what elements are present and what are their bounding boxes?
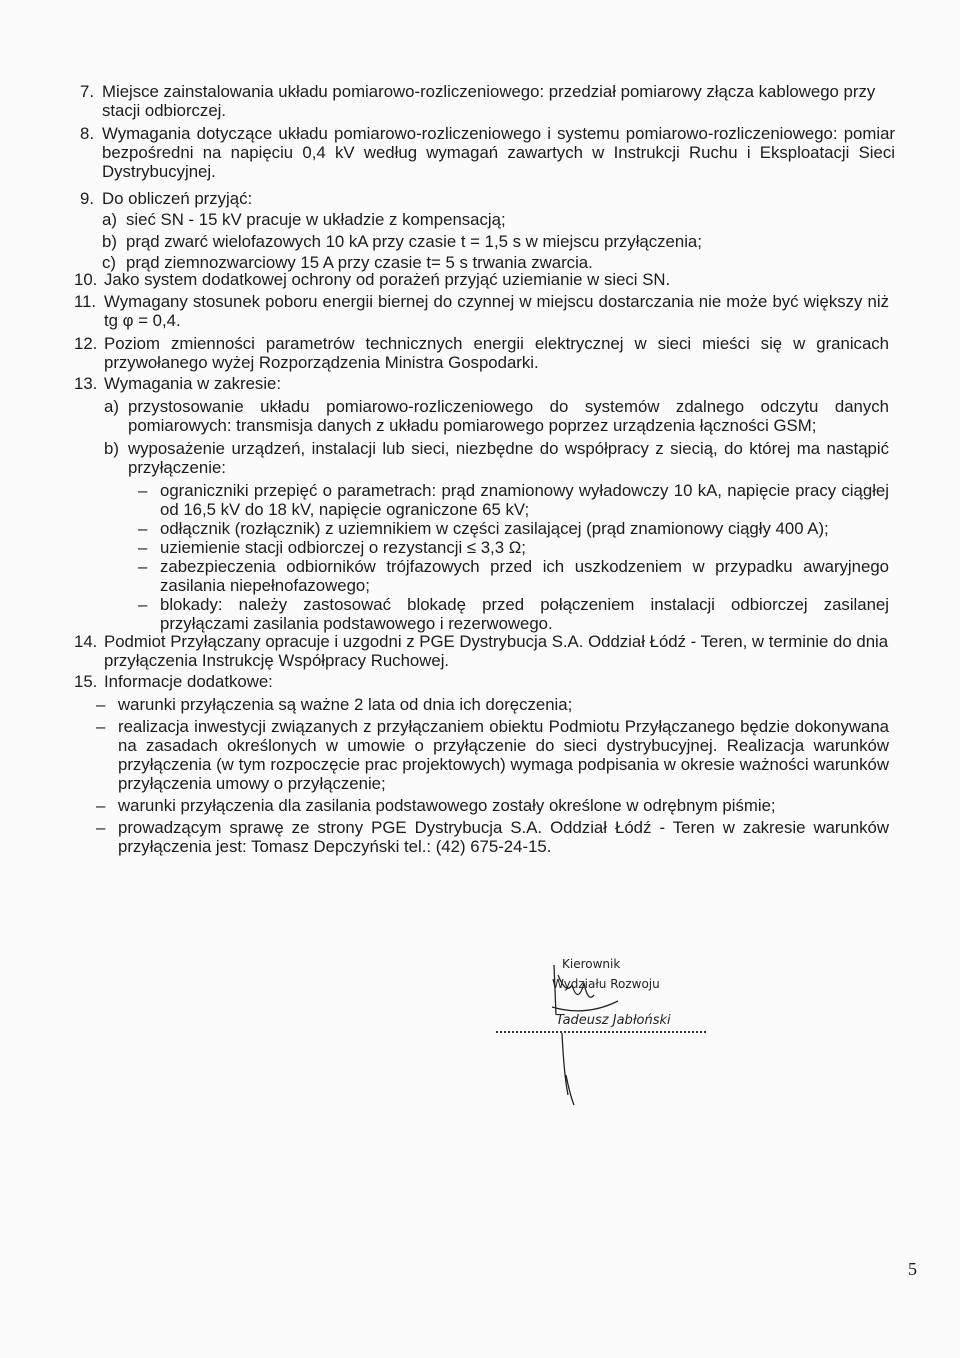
dash-text: warunki przyłączenia są ważne 2 lata od dnia ich doręczenia; [118, 695, 573, 714]
item-text: Miejsce zainstalowania układu pomiarowo-rozliczeniowego: przedział pomiarowy złącza kablowego przy stacji odbiorczej. [102, 82, 876, 120]
item-number: 15. [74, 672, 98, 691]
dash-item: – warunki przyłączenia są ważne 2 lata od dnia ich doręczenia; [96, 695, 573, 714]
sub-item-a [104, 397, 889, 435]
dash-text: blokady: należy zastosować blokadę przed połączeniem instalacji odbiorczej zasilanej przyłączami zasilania podstawowego i rezerwowego. [160, 595, 889, 633]
sub-label: c) [102, 253, 116, 272]
signature-stamp [496, 955, 716, 1105]
sub-label: a) [104, 397, 119, 416]
stamp-name: Tadeusz Jabłoński [556, 1013, 671, 1028]
dash-item: – blokady: należy zastosować blokadę przed połączeniem instalacji odbiorczej zasilanej przyłączami zasilania podstawowego i rezerwowego. [138, 595, 889, 633]
dash-item: – zabezpieczenia odbiorników trójfazowych przed ich uszkodzeniem w przypadku awaryjnego zasilania niepełnofazowego; [138, 557, 889, 595]
item-15 [74, 672, 889, 856]
item-13 [74, 374, 889, 633]
stamp-title: Kierownik [562, 957, 621, 971]
item-number: 8. [80, 124, 94, 143]
dash-text: realizacja inwestycji związanych z przyłączaniem obiektu Podmiotu Przyłączanego będzie dokonywana na zasadach określonych w umowie o przyłączenie do sieci dystrybucyjnej. Realizacja warunków przyłączenia (w tym rozpoczęcie prac projektowych) wymaga podpisania w okresie ważności warunków przyłączenia umowy o przyłączenie; [118, 717, 889, 793]
sub-text: sieć SN - 15 kV pracuje w układzie z kompensacją; [126, 210, 506, 229]
item-10 [74, 270, 889, 289]
dash-item: – odłącznik (rozłącznik) z uziemnikiem w części zasilającej (prąd znamionowy ciągły 400 A); [138, 519, 829, 538]
item-8 [80, 124, 895, 181]
page-number: 5 [908, 1259, 917, 1279]
sub-text: przystosowanie układu pomiarowo-rozliczeniowego do systemów zdalnego odczytu danych pomiarowych: transmisja danych z układu pomiarowego poprzez urządzenia łączności GSM; [128, 397, 889, 435]
item-9 [80, 189, 895, 272]
dash-text: ograniczniki przepięć o parametrach: prąd znamionowy wyładowczy 10 kA, napięcie pracy ciągłej od 16,5 kV do 18 kV, napięcie ograniczone 65 kV; [160, 481, 889, 519]
dash-text: odłącznik (rozłącznik) z uziemnikiem w części zasilającej (prąd znamionowy ciągły 400 A); [160, 519, 829, 538]
sub-label: b) [104, 439, 119, 458]
sub-text: wyposażenie urządzeń, instalacji lub sieci, niezbędne do współpracy z siecią, do której ma nastąpić przyłączenie: [128, 439, 889, 477]
item-7 [80, 82, 895, 120]
item-number: 10. [74, 270, 98, 289]
item-text: Wymagania dotyczące układu pomiarowo-rozliczeniowego i systemu pomiarowo-rozliczeniowego: pomiar bezpośredni na napięciu 0,4 kV według wymagań zawartych w Instrukcji Ruchu i Eksploatacji Sieci Dystrybucyjnej. [102, 124, 895, 181]
dash-text: zabezpieczenia odbiorników trójfazowych przed ich uszkodzeniem w przypadku awaryjnego zasilania niepełnofazowego; [160, 557, 889, 595]
item-number: 14. [74, 632, 98, 651]
sub-item-b [104, 439, 889, 477]
sub-label: b) [102, 232, 117, 251]
item-text: Podmiot Przyłączany opracuje i uzgodni z PGE Dystrybucja S.A. Oddział Łódź - Teren, w terminie do dnia przyłączenia Instrukcję Współpracy Ruchowej. [104, 632, 889, 670]
item-number: 9. [80, 189, 94, 208]
item-number: 7. [80, 82, 94, 101]
sub-item-b [102, 232, 895, 251]
dash-text: warunki przyłączenia dla zasilania podstawowego zostały określone w odrębnym piśmie; [118, 796, 776, 815]
item-text: Do obliczeń przyjąć: [102, 189, 253, 208]
sub-item-a [102, 210, 895, 229]
stamp-department: Wydziału Rozwoju [552, 977, 660, 991]
dash-item: – prowadzącym sprawę ze strony PGE Dystrybucja S.A. Oddział Łódź - Teren w zakresie warunków przyłączenia jest: Tomasz Depczyński tel.: (42) 675-24-15. [96, 818, 889, 856]
dash-item: – uziemienie stacji odbiorczej o rezystancji ≤ 3,3 Ω; [138, 538, 526, 557]
dash-item: – realizacja inwestycji związanych z przyłączaniem obiektu Podmiotu Przyłączanego będzie dokonywana na zasadach określonych w umowie o przyłączenie do sieci dystrybucyjnej. Realizacja warunków przyłączenia (w tym rozpoczęcie prac projektowych) wymaga podpisania w okresie ważności warunków przyłączenia umowy o przyłączenie; [96, 717, 889, 793]
item-number: 13. [74, 374, 98, 393]
item-12 [74, 334, 889, 372]
item-number: 12. [74, 334, 98, 353]
sub-label: a) [102, 210, 117, 229]
dash-item: – ograniczniki przepięć o parametrach: prąd znamionowy wyładowczy 10 kA, napięcie pracy ciągłej od 16,5 kV do 18 kV, napięcie ograniczone 65 kV; [138, 481, 889, 519]
item-text: Informacje dodatkowe: [104, 672, 273, 691]
item-text: Jako system dodatkowej ochrony od porażeń przyjąć uziemianie w sieci SN. [104, 270, 671, 289]
dash-text: uziemienie stacji odbiorczej o rezystancji ≤ 3,3 Ω; [160, 538, 526, 557]
item-number: 11. [74, 292, 97, 311]
item-14 [74, 632, 889, 670]
sub-text: prąd zwarć wielofazowych 10 kA przy czasie t = 1,5 s w miejscu przyłączenia; [126, 232, 702, 251]
item-text: Wymagany stosunek poboru energii biernej do czynnej w miejscu dostarczania nie może być większy niż tg φ = 0,4. [104, 292, 889, 330]
item-11 [74, 292, 889, 330]
sub-text: prąd ziemnozwarciowy 15 A przy czasie t= 5 s trwania zwarcia. [126, 253, 593, 272]
dash-item: – warunki przyłączenia dla zasilania podstawowego zostały określone w odrębnym piśmie; [96, 796, 776, 815]
dash-text: prowadzącym sprawę ze strony PGE Dystrybucja S.A. Oddział Łódź - Teren w zakresie warunków przyłączenia jest: Tomasz Depczyński tel.: (42) 675-24-15. [118, 818, 889, 856]
signature-icon [496, 955, 716, 1105]
item-text: Wymagania w zakresie: [104, 374, 282, 393]
item-text: Poziom zmienności parametrów technicznych energii elektrycznej w sieci mieści się w granicach przywołanego wyżej Rozporządzenia Ministra Gospodarki. [104, 334, 889, 372]
